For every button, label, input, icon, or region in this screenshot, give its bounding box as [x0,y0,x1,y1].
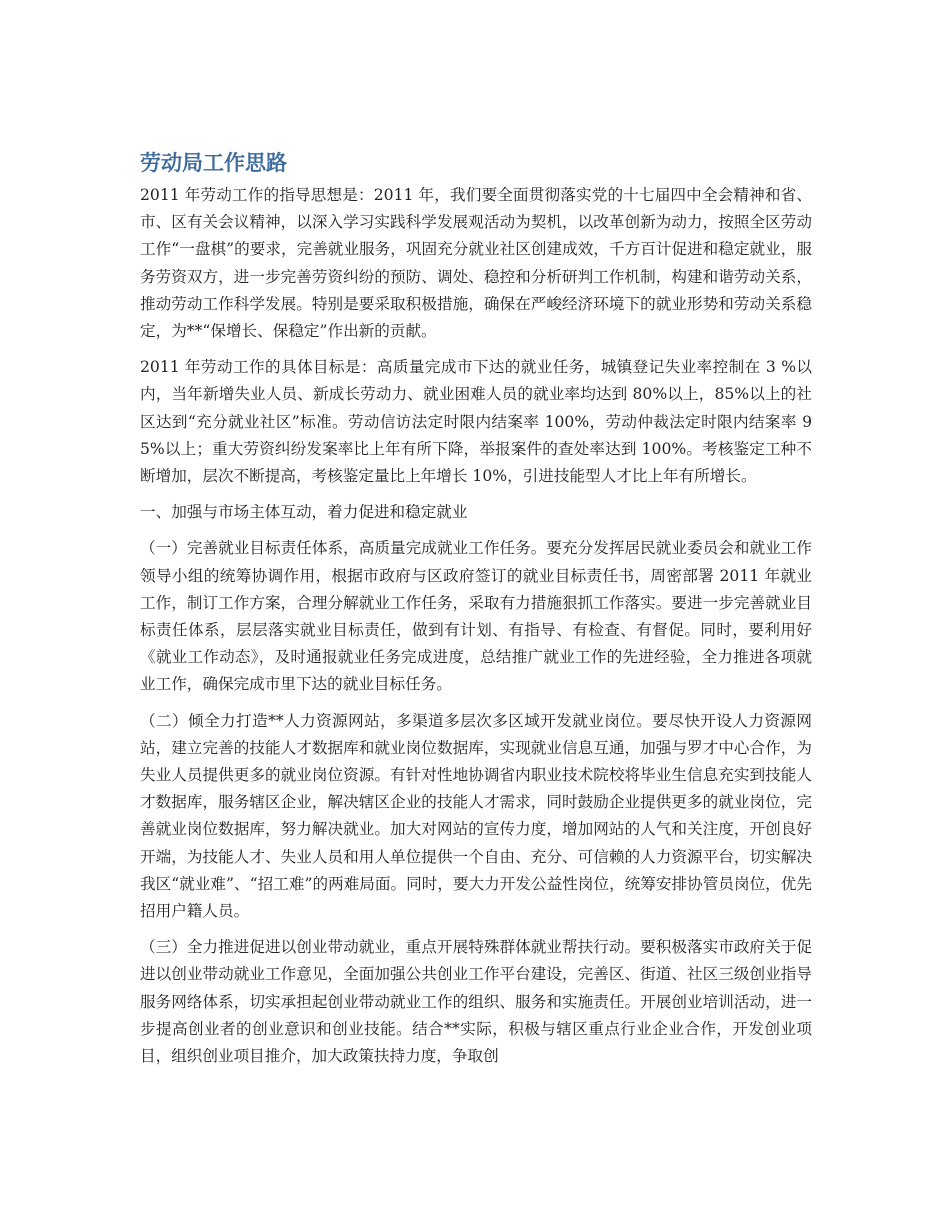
paragraph-item-3: （三）全力推进促进以创业带动就业，重点开展特殊群体就业帮扶行动。要积极落实市政府关于促进以创业带动就业工作意见，全面加强公共创业工作平台建设，完善区、街道、社区三级创业指导服务网络体系，切实承担起创业带动就业工作的组织、服务和实施责任。开展创业培训活动，进一步提高创业者的创业意识和创业技能。结合**实际，积极与辖区重点行业企业合作，开发创业项目，组织创业项目推介，加大政策扶持力度，争取创 [140,938,812,1066]
paragraph-specific-goals: 2011 年劳动工作的具体目标是：高质量完成市下达的就业任务，城镇登记失业率控制在 3 %以内，当年新增失业人员、新成长劳动力、就业困难人员的就业率均达到 80%以上，85%以上的社区达到“充分就业社区”标准。劳动信访法定时限内结案率 100%，劳动仲裁法定时限内结案率 95%以上；重大劳资纠纷发案率比上年有所下降，举报案件的查处率达到 100%。考核鉴定工种不断增加，层次不断提高，考核鉴定量比上年增长 10%，引进技能型人才比上年有所增长。 [140,358,812,486]
paragraph-item-1: （一）完善就业目标责任体系，高质量完成就业工作任务。要充分发挥居民就业委员会和就业工作领导小组的统筹协调作用，根据市政府与区政府签订的就业目标责任书，周密部署 2011 年就业工作，制订工作方案，合理分解就业工作任务，采取有力措施狠抓工作落实。要进一步完善就业目标责任体系，层层落实就业目标责任，做到有计划、有指导、有检查、有督促。同时，要利用好《就业工作动态》，及时通报就业任务完成进度，总结推广就业工作的先进经验，全力推进各项就业工作，确保完成市里下达的就业目标任务。 [140,539,812,694]
paragraph-item-2: （二）倾全力打造**人力资源网站，多渠道多层次多区域开发就业岗位。要尽快开设人力资源网站，建立完善的技能人才数据库和就业岗位数据库，实现就业信息互通，加强与罗才中心合作，为失业人员提供更多的就业岗位资源。有针对性地协调省内职业技术院校将毕业生信息充实到技能人才数据库，服务辖区企业，解决辖区企业的技能人才需求，同时鼓励企业提供更多的就业岗位，完善就业岗位数据库，努力解决就业。加大对网站的宣传力度，增加网站的人气和关注度，开创良好开端，为技能人才、失业人员和用人单位提供一个自由、充分、可信赖的人力资源平台，切实解决我区“就业难”、“招工难”的两难局面。同时，要大力开发公益性岗位，统筹安排协管员岗位，优先招用户籍人员。 [140,711,812,921]
document-title: 劳动局工作思路 [140,151,287,175]
section-heading-1: 一、加强与市场主体互动，着力促进和稳定就业 [140,503,468,522]
document-body [140,148,812,1079]
paragraph-guiding-ideology: 2011 年劳动工作的指导思想是：2011 年，我们要全面贯彻落实党的十七届四中全会精神和省、市、区有关会议精神，以深入学习实践科学发展观活动为契机，以改革创新为动力，按照全区劳动工作“一盘棋”的要求，完善就业服务，巩固充分就业社区创建成效，千方百计促进和稳定就业，服务劳资双方，进一步完善劳资纠纷的预防、调处、稳控和分析研判工作机制，构建和谐劳动关系，推动劳动工作科学发展。特别是要采取积极措施，确保在严峻经济环境下的就业形势和劳动关系稳定，为**“保增长、保稳定”作出新的贡献。 [140,186,812,341]
